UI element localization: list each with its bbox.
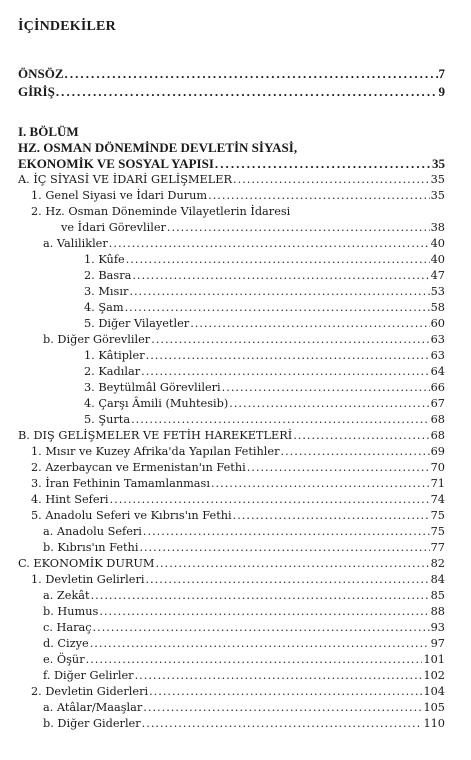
toc-entry-label: d. Cizye — [43, 637, 89, 650]
dot-leader — [65, 66, 438, 82]
dot-leader — [215, 156, 431, 172]
toc-entry[interactable] — [18, 316, 445, 332]
dot-leader — [109, 236, 430, 252]
toc-page-number: 74 — [430, 493, 445, 506]
toc-entry-label: A. İÇ SİYASİ VE İDARİ GELİŞMELER — [18, 173, 233, 186]
dot-leader — [86, 652, 423, 668]
toc-entry[interactable] — [18, 556, 445, 572]
toc-entry-label: a. Zekât — [43, 589, 90, 602]
toc-entry[interactable] — [18, 252, 445, 268]
toc-page-number: 60 — [430, 317, 445, 330]
toc-entry-label: 4. Çarşı Âmili (Muhtesib) — [84, 397, 229, 410]
toc-page-number: 53 — [430, 285, 445, 298]
dot-leader — [247, 460, 430, 476]
toc-page-number: 75 — [430, 509, 445, 522]
toc-entry-label: 5. Şurta — [84, 413, 131, 426]
dot-leader — [139, 540, 429, 556]
toc-page-number: 64 — [430, 365, 445, 378]
toc-entry-label: 3. İran Fethinin Tamamlanması — [31, 477, 210, 490]
dot-leader — [167, 220, 430, 236]
toc-entry[interactable] — [18, 236, 445, 252]
toc-page-number: 82 — [430, 557, 445, 570]
toc-entry-label: ve İdari Görevliler — [61, 221, 166, 234]
toc-entry[interactable] — [18, 204, 445, 220]
dot-leader — [208, 188, 429, 204]
toc-page-number: 68 — [430, 413, 445, 426]
dot-leader — [131, 412, 430, 428]
toc-entry[interactable] — [18, 172, 445, 188]
toc-entry-label: 2. Hz. Osman Döneminde Vilayetlerin İdaresi — [31, 205, 291, 218]
toc-page-number: 71 — [430, 477, 445, 490]
toc-page-number: 66 — [430, 381, 445, 394]
part-label: I. BÖLÜM — [18, 124, 79, 139]
toc-page-number: 102 — [423, 669, 445, 682]
toc-entry-label: 2. Devletin Giderleri — [31, 685, 149, 698]
toc-entry-label: 3. Mısır — [84, 285, 129, 298]
toc-page-number: 84 — [430, 573, 445, 586]
toc-entry[interactable] — [18, 668, 445, 684]
toc-page-number: 70 — [430, 461, 445, 474]
dot-leader — [151, 332, 429, 348]
toc-entry[interactable] — [18, 348, 445, 364]
dot-leader — [90, 636, 430, 652]
toc-entry-part-title[interactable] — [18, 156, 445, 172]
toc-page-number: 35 — [430, 173, 445, 186]
dot-leader — [93, 620, 430, 636]
dot-leader — [132, 268, 429, 284]
toc-entry-label: 1. Genel Siyasi ve İdari Durum — [31, 189, 208, 202]
toc-entry[interactable] — [18, 588, 445, 604]
toc-entry[interactable] — [18, 604, 445, 620]
dot-leader — [135, 668, 423, 684]
toc-entry[interactable] — [18, 268, 445, 284]
toc-page-number: 63 — [430, 333, 445, 346]
toc-entry[interactable] — [18, 444, 445, 460]
page-title: İÇİNDEKİLER — [18, 19, 116, 34]
toc-entry-label: 5. Anadolu Seferi ve Kıbrıs'ın Fethi — [31, 509, 232, 522]
dot-leader — [229, 396, 429, 412]
dot-leader — [99, 604, 429, 620]
toc-entry[interactable] — [18, 284, 445, 300]
dot-leader — [110, 492, 430, 508]
toc-entry-label: 4. Hint Seferi — [31, 493, 109, 506]
dot-leader — [143, 524, 430, 540]
part-title-line1: HZ. OSMAN DÖNEMİNDE DEVLETİN SİYASİ, — [18, 140, 298, 155]
dot-leader — [222, 380, 430, 396]
toc-entry[interactable] — [18, 188, 445, 204]
toc-entry-label: EKONOMİK VE SOSYAL YAPISI — [18, 156, 214, 171]
dot-leader — [211, 476, 430, 492]
toc-entry-label: a. Atâlar/Maaşlar — [43, 701, 143, 714]
toc-entry-label: a. Anadolu Seferi — [43, 525, 142, 538]
toc-entry-label: b. Diğer Giderler — [43, 717, 141, 730]
toc-entry-label: 1. Kûfe — [84, 253, 125, 266]
toc-entry[interactable] — [18, 684, 445, 700]
dot-leader — [190, 316, 429, 332]
dot-leader — [125, 300, 430, 316]
toc-page-number: 40 — [430, 253, 445, 266]
toc-page-number: 93 — [430, 621, 445, 634]
toc-entry[interactable] — [18, 492, 445, 508]
toc-page-number: 67 — [430, 397, 445, 410]
toc-page-number: 97 — [430, 637, 445, 650]
toc-entry[interactable] — [18, 428, 445, 444]
toc-entry-label: 2. Basra — [84, 269, 132, 282]
dot-leader — [146, 348, 430, 364]
dot-leader — [56, 84, 438, 100]
toc-entry-label: b. Diğer Görevliler — [43, 333, 151, 346]
dot-leader — [143, 700, 422, 716]
toc-entry-label: b. Humus — [43, 605, 99, 618]
toc-page-number: 110 — [423, 717, 445, 730]
toc-page-number: 35 — [432, 156, 445, 171]
toc-page-number: 35 — [430, 189, 445, 202]
dot-leader — [145, 572, 429, 588]
table-of-contents — [18, 66, 445, 732]
dot-leader — [142, 716, 423, 732]
toc-entry[interactable] — [18, 220, 445, 236]
toc-page-number: 38 — [430, 221, 445, 234]
toc-entry[interactable] — [18, 332, 445, 348]
toc-page-number: 40 — [430, 237, 445, 250]
toc-entry-label: 3. Beytülmâl Görevlileri — [84, 381, 221, 394]
toc-entry-label: 1. Devletin Gelirleri — [31, 573, 145, 586]
toc-entry[interactable] — [18, 364, 445, 380]
toc-entry[interactable] — [18, 540, 445, 556]
toc-page-number: 104 — [423, 685, 445, 698]
toc-entry-label: f. Diğer Gelirler — [43, 669, 134, 682]
toc-page-number: 9 — [438, 84, 445, 99]
toc-entry[interactable] — [18, 380, 445, 396]
toc-entry[interactable] — [18, 300, 445, 316]
toc-page-number: 47 — [430, 269, 445, 282]
toc-page-number: 58 — [430, 301, 445, 314]
dot-leader — [293, 428, 429, 444]
toc-entry-label: 2. Kadılar — [84, 365, 141, 378]
toc-page-number: 77 — [430, 541, 445, 554]
toc-page-number: 85 — [430, 589, 445, 602]
toc-entry[interactable] — [18, 396, 445, 412]
toc-entry[interactable] — [18, 700, 445, 716]
dot-leader — [155, 556, 429, 572]
toc-entry[interactable] — [18, 508, 445, 524]
dot-leader — [126, 252, 430, 268]
toc-page-number: 105 — [423, 701, 445, 714]
toc-entry-label: c. Haraç — [43, 621, 92, 634]
toc-entry[interactable] — [18, 652, 445, 668]
dot-leader — [91, 588, 430, 604]
toc-entry-label: 2. Azerbaycan ve Ermenistan'ın Fethi — [31, 461, 246, 474]
toc-entry[interactable] — [18, 412, 445, 428]
dot-leader — [129, 284, 429, 300]
toc-entry[interactable] — [18, 460, 445, 476]
toc-page-number: 101 — [423, 653, 445, 666]
toc-entry-label: a. Valilikler — [43, 237, 108, 250]
toc-entry-giris[interactable] — [18, 84, 445, 100]
toc-entry-label: e. Öşür — [43, 653, 85, 666]
toc-page-number: 63 — [430, 349, 445, 362]
toc-entry-label: B. DIŞ GELİŞMELER VE FETİH HAREKETLERİ — [18, 429, 293, 442]
toc-entry-label: b. Kıbrıs'ın Fethi — [43, 541, 139, 554]
dot-leader — [233, 508, 430, 524]
toc-entry[interactable] — [18, 636, 445, 652]
toc-page-number: 69 — [430, 445, 445, 458]
dot-leader — [281, 444, 430, 460]
toc-page-number: 68 — [430, 429, 445, 442]
toc-entry-onsoz[interactable] — [18, 66, 445, 82]
dot-leader — [233, 172, 430, 188]
toc-entries — [18, 172, 445, 732]
toc-entry-label: 5. Diğer Vilayetler — [84, 317, 190, 330]
toc-page-number: 7 — [438, 66, 445, 81]
toc-entry[interactable] — [18, 572, 445, 588]
toc-page-number: 75 — [430, 525, 445, 538]
toc-entry-label: ÖNSÖZ — [18, 66, 64, 81]
toc-entry-label: GİRİŞ — [18, 84, 55, 99]
dot-leader — [149, 684, 422, 700]
toc-entry-label: 1. Kâtipler — [84, 349, 145, 362]
toc-entry-label: 1. Mısır ve Kuzey Afrika'da Yapılan Fetihler — [31, 445, 280, 458]
toc-entry[interactable] — [18, 716, 445, 732]
dot-leader — [141, 364, 429, 380]
toc-entry[interactable] — [18, 524, 445, 540]
toc-entry[interactable] — [18, 476, 445, 492]
toc-entry-label: 4. Şam — [84, 301, 124, 314]
toc-entry-label: C. EKONOMİK DURUM — [18, 557, 155, 570]
toc-page-number: 88 — [430, 605, 445, 618]
toc-entry[interactable] — [18, 620, 445, 636]
